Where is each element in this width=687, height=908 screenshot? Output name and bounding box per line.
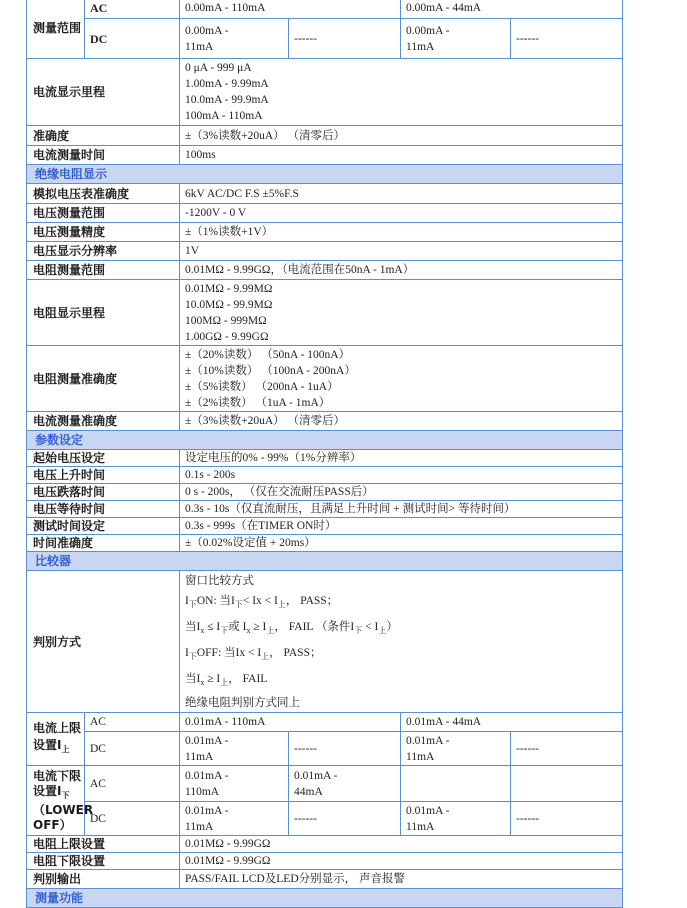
upper-dc-row: [27, 732, 623, 766]
rise-time-label: 电压上升时间: [27, 467, 180, 484]
res-lower-row: [27, 853, 623, 870]
lower-ac-far: [511, 766, 623, 802]
lower-limit-label: 电流下限 设置$I_下$ （LOWER OFF）: [27, 766, 85, 836]
upper-dc-mid: ------: [289, 732, 401, 766]
wait-time-value: 0.3s - 10s（仅直流耐压，且满足上升时间 + 测试时间> 等待时间）: [180, 501, 623, 518]
current-display-label: 电流显示里程: [27, 59, 180, 126]
rise-time-value: 0.1s - 200s: [180, 467, 623, 484]
range-dc-left: 0.00mA - 11mA: [180, 19, 289, 59]
judge-output-row: [27, 870, 623, 889]
range-label: 测量范围: [27, 0, 85, 59]
analog-voltmeter-label: 模拟电压表准确度: [27, 184, 180, 204]
range-ac-right: 0.00mA - 44mA: [401, 0, 623, 19]
range-ac-row: [27, 0, 623, 19]
lower-dc-right: 0.01mA - 11mA: [401, 802, 511, 836]
voltage-resolution-label: 电压显示分辨率: [27, 242, 180, 261]
meas-time-row: [27, 146, 623, 165]
lower-ac-label: AC: [85, 766, 180, 802]
resistance-display-label: 电阻显示里程: [27, 280, 180, 346]
upper-dc-right: 0.01mA - 11mA: [401, 732, 511, 766]
resistance-accuracy-label: 电阻测量准确度: [27, 346, 180, 412]
voltage-accuracy-row: [27, 223, 623, 242]
lower-ac-right: [401, 766, 511, 802]
lower-dc-mid: ------: [289, 802, 401, 836]
resistance-range-value: 0.01MΩ - 9.99GΩ，（电流范围在50nA - 1mA）: [180, 261, 623, 280]
section-insulation-title: 绝缘电阻显示: [27, 165, 623, 184]
resistance-accuracy-values: ±（20%读数） （50nA - 100nA） ±（10%读数） （100nA - 200nA） ±（5%读数） （200nA - 1uA） ±（2%读数） （1uA - 1mA）: [180, 346, 623, 412]
current-accuracy-label: 电流测量准确度: [27, 412, 180, 431]
voltage-resolution-value: 1V: [180, 242, 623, 261]
lower-dc-far: ------: [511, 802, 623, 836]
res-upper-label: 电阻上限设置: [27, 836, 180, 853]
judge-output-label: 判别输出: [27, 870, 180, 889]
drop-time-value: 0 s - 200s， （仅在交流耐压PASS后）: [180, 484, 623, 501]
resistance-display-values: 0.01MΩ - 9.99MΩ 10.0MΩ - 99.9MΩ 100MΩ - 999MΩ 1.00GΩ - 9.99GΩ: [180, 280, 623, 346]
voltage-range-row: [27, 204, 623, 223]
section-params-row: [27, 431, 623, 450]
lower-ac-left: 0.01mA - 110mA: [180, 766, 289, 802]
lower-ac-mid: 0.01mA - 44mA: [289, 766, 401, 802]
start-voltage-label: 起始电压设定: [27, 450, 180, 467]
wait-time-row: [27, 501, 623, 518]
accuracy-label: 准确度: [27, 126, 180, 146]
voltage-resolution-row: [27, 242, 623, 261]
upper-dc-label: DC: [85, 732, 180, 766]
upper-ac-right: 0.01mA - 44mA: [401, 713, 623, 732]
upper-ac-row: [27, 713, 623, 732]
voltage-range-label: 电压测量范围: [27, 204, 180, 223]
judge-output-value: PASS/FAIL LCD及LED分别显示， 声音报警: [180, 870, 623, 889]
accuracy-value: ±（3%读数+20uA） （清零后）: [180, 126, 623, 146]
analog-voltmeter-row: [27, 184, 623, 204]
time-accuracy-value: ±（0.02%设定值 + 20ms）: [180, 535, 623, 552]
test-time-value: 0.3s - 999s（在TIMER ON时）: [180, 518, 623, 535]
voltage-range-value: -1200V - 0 V: [180, 204, 623, 223]
lower-dc-left: 0.01mA - 11mA: [180, 802, 289, 836]
test-time-label: 测试时间设定: [27, 518, 180, 535]
range-dc-mid: ------: [289, 19, 401, 59]
analog-voltmeter-value: 6kV AC/DC F.S ±5%F.S: [180, 184, 623, 204]
time-accuracy-label: 时间准确度: [27, 535, 180, 552]
range-ac-label: AC: [85, 0, 180, 19]
lower-dc-row: [27, 802, 623, 836]
upper-dc-far: ------: [511, 732, 623, 766]
test-time-row: [27, 518, 623, 535]
spec-table: [26, 0, 623, 908]
judge-values: 窗口比较方式 $I_下ON$: 当$I_下< Ix < I_上$， PASS； 当$I_x \le I_下$或 $I_x \ge I_上$， FAIL （条件$I_下 < I_上$） $I_下OFF$: 当$Ix < I_上$， PASS； 当$I_x \ge I_上$， FAIL 绝缘电阻判别方式同上: [180, 571, 623, 713]
start-voltage-row: [27, 450, 623, 467]
resistance-accuracy-row: [27, 346, 623, 412]
drop-time-label: 电压跌落时间: [27, 484, 180, 501]
res-lower-value: 0.01MΩ - 9.99GΩ: [180, 853, 623, 870]
resistance-display-row: [27, 280, 623, 346]
range-dc-label: DC: [85, 19, 180, 59]
current-display-values: 0 μA - 999 μA 1.00mA - 9.99mA 10.0mA - 99.9mA 100mA - 110mA: [180, 59, 623, 126]
meas-time-label: 电流测量时间: [27, 146, 180, 165]
current-display-row: [27, 59, 623, 126]
upper-ac-label: AC: [85, 713, 180, 732]
time-accuracy-row: [27, 535, 623, 552]
range-dc-right: 0.00mA - 11mA: [401, 19, 511, 59]
upper-ac-left: 0.01mA - 110mA: [180, 713, 401, 732]
drop-time-row: [27, 484, 623, 501]
res-upper-value: 0.01MΩ - 9.99GΩ: [180, 836, 623, 853]
range-dc-row: [27, 19, 623, 59]
section-measure-row: [27, 889, 623, 908]
upper-dc-left: 0.01mA - 11mA: [180, 732, 289, 766]
lower-ac-row: [27, 766, 623, 802]
meas-time-value: 100ms: [180, 146, 623, 165]
section-params-title: 参数设定: [27, 431, 623, 450]
range-dc-far: ------: [511, 19, 623, 59]
resistance-range-label: 电阻测量范围: [27, 261, 180, 280]
judge-row: [27, 571, 623, 713]
wait-time-label: 电压等待时间: [27, 501, 180, 518]
res-lower-label: 电阻下限设置: [27, 853, 180, 870]
rise-time-row: [27, 467, 623, 484]
current-accuracy-value: ±（3%读数+20uA） （清零后）: [180, 412, 623, 431]
section-insulation-row: [27, 165, 623, 184]
section-comparator-title: 比较器: [27, 552, 623, 571]
current-accuracy-row: [27, 412, 623, 431]
range-ac-left: 0.00mA - 110mA: [180, 0, 401, 19]
section-comparator-row: [27, 552, 623, 571]
judge-label: 判别方式: [27, 571, 180, 713]
lower-dc-label: DC: [85, 802, 180, 836]
voltage-accuracy-value: ±（1%读数+1V）: [180, 223, 623, 242]
upper-limit-label: 电流上限 设置$I_上$: [27, 713, 85, 766]
res-upper-row: [27, 836, 623, 853]
start-voltage-value: 设定电压的0% - 99%（1%分辨率）: [180, 450, 623, 467]
accuracy-row: [27, 126, 623, 146]
section-measure-title: 测量功能: [27, 889, 623, 908]
voltage-accuracy-label: 电压测量精度: [27, 223, 180, 242]
resistance-range-row: [27, 261, 623, 280]
